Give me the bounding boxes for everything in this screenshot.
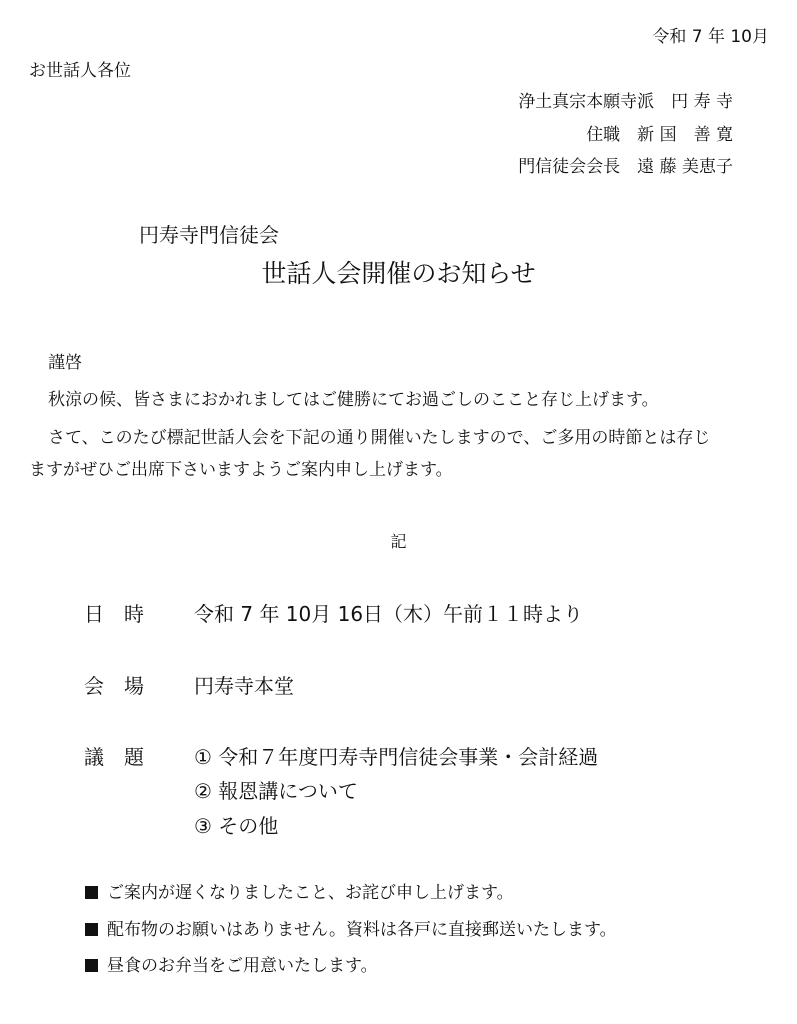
square-bullet-icon — [85, 886, 98, 899]
recipient: お世話人各位 — [29, 61, 131, 81]
venue-value: 円寿寺本堂 — [194, 674, 294, 698]
paragraph-1: 秋涼の候、皆さまにおかれましてはご健勝にてお過ごしのここと存じ上げます。 — [48, 390, 659, 410]
venue-label: 会 場 — [84, 674, 144, 698]
agenda-item: ③ その他 — [194, 814, 279, 838]
paragraph-2-line-1: さて、このたび標記世話人会を下記の通り開催いたしますので、ご多用の時節とは存じ — [48, 428, 711, 448]
datetime-value: 令和 7 年 10月 16日（木）午前１１時より — [194, 602, 584, 626]
note-item — [85, 919, 617, 941]
document-date: 令和 7 年 10月 — [652, 27, 769, 47]
paragraph-2-line-2: ますがぜひご出席下さいますようご案内申し上げます。 — [29, 460, 453, 480]
note-text: 配布物のお願いはありません。資料は各戸に直接郵送いたします。 — [107, 920, 617, 940]
sender-priest: 住職 新 国 善 寛 — [586, 125, 733, 145]
organization-name: 円寿寺門信徒会 — [139, 223, 279, 247]
sender-temple: 浄土真宗本願寺派 円 寿 寺 — [518, 92, 733, 112]
agenda-label: 議 題 — [84, 745, 144, 769]
note-text: ご案内が遅くなりましたこと、お詫び申し上げます。 — [107, 883, 514, 903]
note-text: 昼食のお弁当をご用意いたします。 — [107, 956, 378, 976]
square-bullet-icon — [85, 923, 98, 936]
sender-chair: 門信徒会会長 遠 藤 美恵子 — [518, 157, 733, 177]
document-title: 世話人会開催のお知らせ — [261, 259, 536, 288]
note-item — [85, 955, 378, 977]
agenda-item: ② 報恩講について — [194, 779, 358, 803]
record-heading: 記 — [390, 532, 407, 551]
datetime-label: 日 時 — [84, 602, 144, 626]
agenda-item: ① 令和７年度円寿寺門信徒会事業・会計経過 — [194, 745, 599, 769]
square-bullet-icon — [85, 959, 98, 972]
note-item — [85, 882, 514, 904]
greeting: 謹啓 — [48, 353, 82, 373]
